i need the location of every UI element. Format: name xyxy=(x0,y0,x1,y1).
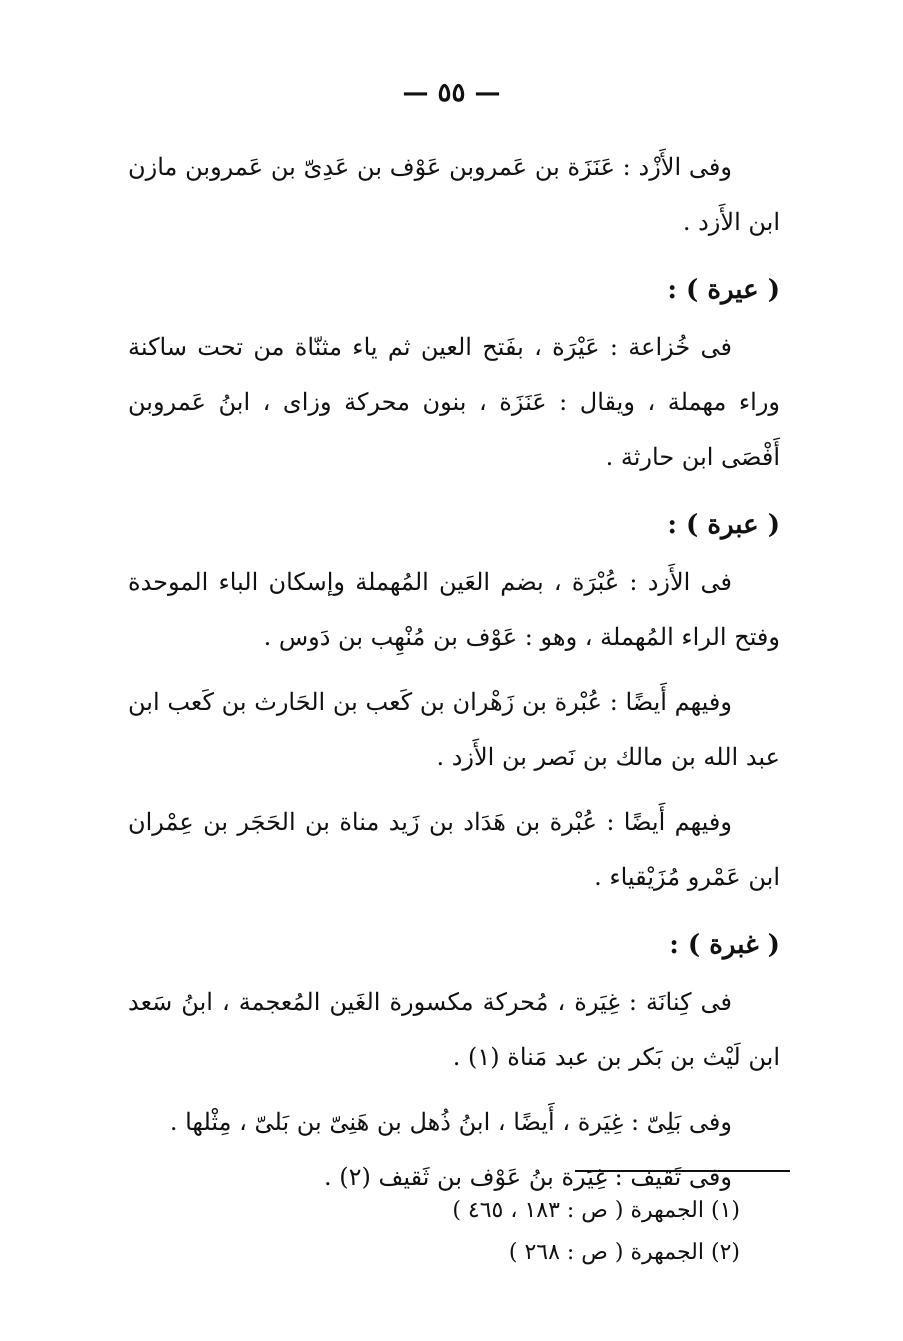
section-heading-ghabra: ( غبرة ) : xyxy=(669,930,780,960)
paragraph-azd-ubra: فى الأَزد : عُبْرَة ، بضم العَين المُهملة وإسكان الباء الموحدة وفتح الراء المُهملة ، وهو : عَوْف بن مُنْهِب بن دَوس . xyxy=(128,568,780,651)
footnote-2: (٢) الجمهرة ( ص : ٢٦٨ ) xyxy=(508,1240,740,1265)
main-text xyxy=(128,140,780,1205)
paragraph-khuzaa-ayra: فى خُزاعة : عَيْرَة ، بفَتح العين ثم ياء مثنّاة من تحت ساكنة وراء مهملة ، ويقال : عَنَزَة ، بنون محركة وزاى ، ابنُ عَمروبن أَفْصَى ابن حارثة . xyxy=(128,333,780,471)
paragraph-ubra-hadad: وفيهم أَيضًا : عُبْرة بن هَدَاد بن زَيد مناة بن الحَجَر بن عِمْران ابن عَمْرو مُزَيْقياء . xyxy=(128,808,780,891)
footnote-1: (١) الجمهرة ( ص : ١٨٣ ، ٤٦٥ ) xyxy=(452,1198,740,1223)
paragraph-ubra-zahran: وفيهم أَيضًا : عُبْرة بن زَهْران بن كَعب بن الحَارث بن كَعب ابن عبد الله بن مالك بن نَصر بن الأَزد . xyxy=(128,688,780,771)
paragraph-bali-ghiyara: وفى بَلِىّ : غِيَرة ، أَيضًا ، ابنُ ذُهل بن هَنِىّ بن بَلىّ ، مِثْلها . xyxy=(169,1108,732,1136)
paragraph-kinana-ghiyara: فى كِنانَة : غِيَرة ، مُحركة مكسورة الغَين المُعجمة ، ابنُ سَعد ابن لَيْث بن بَكر بن عبد مَناة (١) . xyxy=(128,988,780,1071)
paragraph-azd-anaza: وفى الأَزْد : عَنَزَة بن عَمروبن عَوْف بن عَدِىّ بن عَمروبن مازن ابن الأَزد . xyxy=(128,153,780,236)
section-heading-ayra: ( عيرة ) : xyxy=(667,275,780,305)
footnotes xyxy=(380,1190,740,1274)
footnote-divider xyxy=(575,1170,790,1172)
page-number: — ٥٥ — xyxy=(402,78,501,108)
paragraph-thaqif-ghiyara: وفى ثَقيف : غِيَرة بنُ عَوْف بن ثَقيف (٢) . xyxy=(324,1163,732,1191)
section-heading-abra: ( عبرة ) : xyxy=(667,510,780,540)
